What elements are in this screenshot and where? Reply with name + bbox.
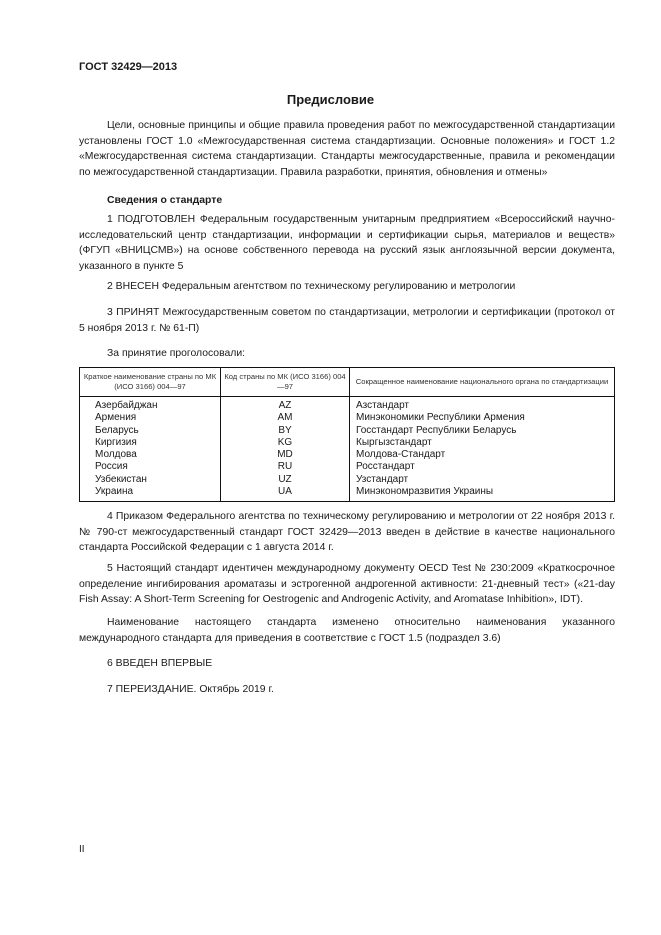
table-cell: Минэкономики Республики Армения — [356, 412, 525, 424]
body-column — [350, 397, 615, 502]
table-cell: AM — [277, 412, 293, 424]
table-cell: Узбекистан — [95, 473, 147, 485]
info-heading: Сведения о стандарте — [107, 195, 223, 206]
table-cell: UA — [278, 486, 292, 498]
table-cell: Азстандарт — [356, 400, 410, 411]
table-cell: AZ — [278, 400, 292, 411]
table-header-body: Сокращенное наименование национального органа по стандартизации — [350, 368, 615, 397]
table-cell: Узстандарт — [356, 473, 409, 485]
table-header-country: Краткое наименование страны по МК (ИСО 3166) 004—97 — [80, 368, 221, 397]
item-4-paragraph: 4 Приказом Федерального агентства по техническому регулированию и метрологии от 22 ноября 2013 г. № 790-ст межгосударственный стандарт ГОСТ 32429—2013 введен в действие в качестве национального стандарта Российской Федерации с 1 августа 2014 г. — [79, 511, 615, 553]
table-cell: Росстандарт — [356, 461, 415, 473]
table-cell: RU — [277, 461, 293, 473]
vote-label: За принятие проголосовали: — [107, 348, 246, 359]
table-header-code: Код страны по МК (ИСО 3166) 004—97 — [221, 368, 350, 397]
item-7-paragraph: 7 ПЕРЕИЗДАНИЕ. Октябрь 2019 г. — [107, 684, 274, 695]
page-title: Предисловие — [286, 92, 375, 107]
intro-paragraph: Цели, основные принципы и общие правила проведения работ по межгосударственной стандартизации установлены ГОСТ 1.0 «Межгосударственная система стандартизации. Основные положения» и ГОСТ 1.2 «Межгосударственная система стандартизации. Стандарты межгосударственные, правила и рекомендации по межгосударственной стандартизации. Правила разработки, принятия, обновления и отмены» — [79, 120, 615, 178]
table-cell: KG — [277, 436, 293, 448]
item-3-paragraph: 3 ПРИНЯТ Межгосударственным советом по стандартизации, метрологии и сертификации (протокол от 5 ноября 2013 г. № 61-П) — [79, 307, 615, 334]
item-6-paragraph: 6 ВВЕДЕН ВПЕРВЫЕ — [107, 658, 213, 669]
document-code: ГОСТ 32429—2013 — [79, 61, 178, 73]
table-cell: Россия — [95, 461, 128, 473]
item-1-paragraph: 1 ПОДГОТОВЛЕН Федеральным государственным унитарным предприятием «Всероссийский научно-исследовательский центр стандартизации, информации и сертификации сырья, материалов и веществ» (ФГУП «ВНИЦСМВ») на основе собственного перевода на русский язык англоязычной версии документа, указанного в пункте 5 — [79, 214, 615, 272]
table-cell: Армения — [95, 412, 137, 424]
country-column — [80, 397, 221, 502]
item-2-paragraph: 2 ВНЕСЕН Федеральным агентством по техническому регулированию и метрологии — [107, 281, 516, 292]
table-cell: Минэкономразвития Украины — [356, 486, 494, 498]
item-5-paragraph: 5 Настоящий стандарт идентичен международному документу OECD Test № 230:2009 «Краткосрочное определение ингибирования ароматазы и эстрогенной андрогенной активности: 21-дневный тест» («21-day Fish Assay: A Short-Term Screening for Oestrogenic and Androgenic Activity, and Aromatase Inhibition», IDT). — [79, 563, 615, 605]
table-header-row — [80, 368, 615, 397]
table-cell: Беларусь — [95, 424, 139, 436]
table-cell: Украина — [95, 486, 134, 498]
code-column — [221, 397, 350, 502]
table-cell: Кыргызстандарт — [356, 436, 432, 448]
table-body-row — [80, 397, 615, 502]
vote-table — [79, 367, 615, 502]
table-cell: UZ — [278, 473, 292, 485]
page-number: II — [79, 844, 85, 855]
item-5-note-paragraph: Наименование настоящего стандарта изменено относительно наименования указанного международного стандарта для приведения в соответствие с ГОСТ 1.5 (подраздел 3.6) — [79, 617, 615, 644]
table-cell: Азербайджан — [95, 400, 158, 411]
table-cell: Молдова — [95, 449, 137, 461]
table-cell: BY — [278, 424, 292, 436]
table-cell: Молдова-Стандарт — [356, 449, 446, 461]
table-cell: MD — [277, 449, 293, 461]
table-cell: Киргизия — [95, 436, 137, 448]
table-cell: Госстандарт Республики Беларусь — [356, 424, 517, 436]
